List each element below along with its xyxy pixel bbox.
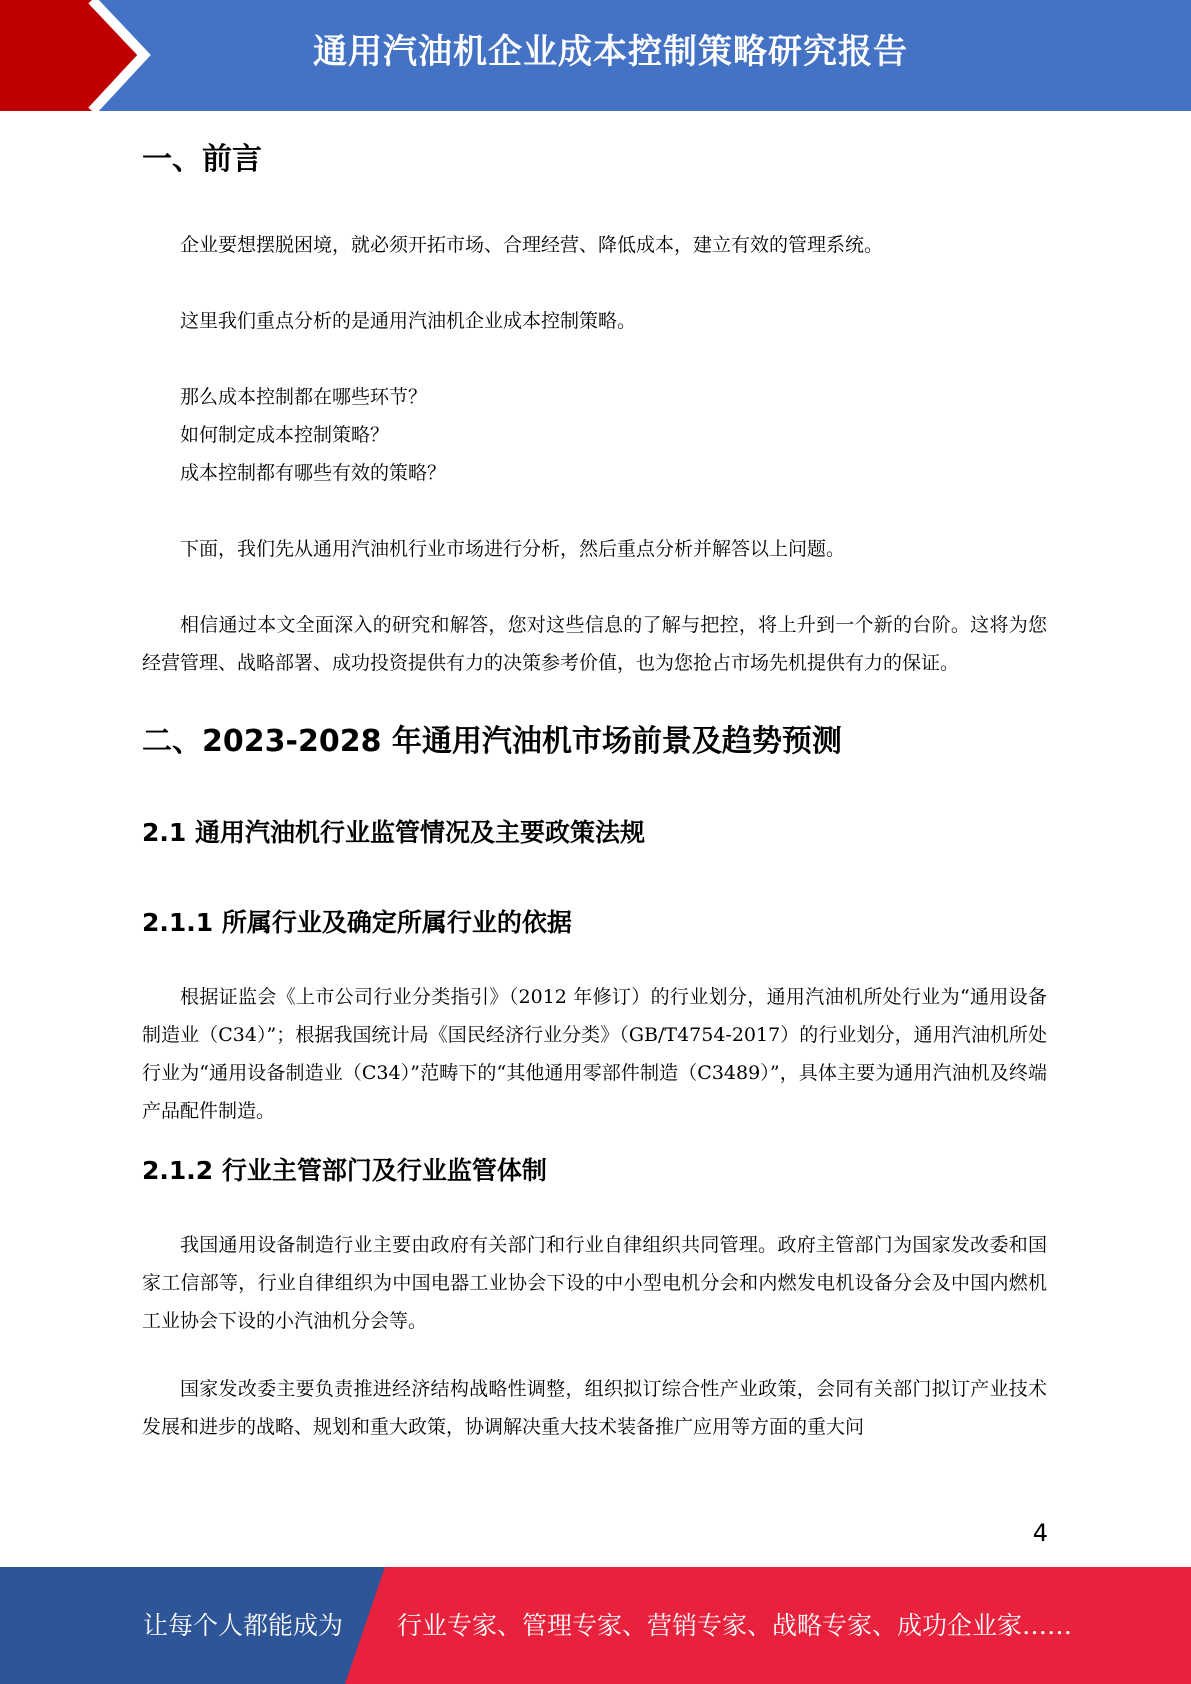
page-number: 4 [1032,1519,1048,1547]
preface-question-3: 成本控制都有哪些有效的策略？ [180,462,447,484]
header-banner [0,0,1191,111]
preface-paragraph-3: 下面，我们先从通用汽油机行业市场进行分析，然后重点分析并解答以上问题。 [180,538,846,560]
report-title: 通用汽油机企业成本控制策略研究报告 [313,32,908,72]
preface-paragraph-2: 这里我们重点分析的是通用汽油机企业成本控制策略。 [180,310,637,332]
subsection-heading-2-1-2: 2.1.2 行业主管部门及行业监管体制 [142,1156,547,1185]
regulation-paragraph-1: 我国通用设备制造行业主要由政府有关部门和行业自律组织共同管理。政府主管部门为国家发改委和国家工信部等，行业自律组织为中国电器工业协会下设的中小型电机分会和内燃发电机设备分会及中国内燃机工业协会下设的小汽油机分会等。 [142,1234,1047,1332]
preface-question-1: 那么成本控制都在哪些环节？ [180,386,428,408]
subsection-heading-2-1: 2.1 通用汽油机行业监管情况及主要政策法规 [142,818,645,847]
footer-slogan-right: 行业专家、管理专家、营销专家、战略专家、成功企业家…… [397,1611,1073,1640]
page-content [142,138,1047,1446]
preface-paragraph-1: 企业要想摆脱困境，就必须开拓市场、合理经营、降低成本，建立有效的管理系统。 [180,234,884,256]
section-heading-preface: 一、前言 [142,142,262,177]
preface-question-2: 如何制定成本控制策略？ [180,424,390,446]
regulation-paragraph-2: 国家发改委主要负责推进经济结构战略性调整，组织拟订综合性产业政策，会同有关部门拟订产业技术发展和进步的战略、规划和重大政策，协调解决重大技术装备推广应用等方面的重大问 [142,1378,1047,1438]
section-heading-market-forecast: 二、2023-2028 年通用汽油机市场前景及趋势预测 [142,724,842,759]
preface-paragraph-4: 相信通过本文全面深入的研究和解答，您对这些信息的了解与把控，将上升到一个新的台阶。这将为您经营管理、战略部署、成功投资提供有力的决策参考价值，也为您抢占市场先机提供有力的保证。 [142,614,1047,674]
subsection-heading-2-1-1: 2.1.1 所属行业及确定所属行业的依据 [142,908,572,937]
footer-slogan-left: 让每个人都能成为 [143,1611,344,1640]
footer-banner [0,1567,1191,1684]
industry-classification-paragraph: 根据证监会《上市公司行业分类指引》（2012 年修订）的行业划分，通用汽油机所处行业为“通用设备制造业（C34）”；根据我国统计局《国民经济行业分类》（GB/T4754-2017）的行业划分，通用汽油机所处行业为“通用设备制造业（C34）”范畴下的“其他通用零部件制造（C3489）”，具体主要为通用汽油机及终端产品配件制造。 [142,986,1047,1122]
